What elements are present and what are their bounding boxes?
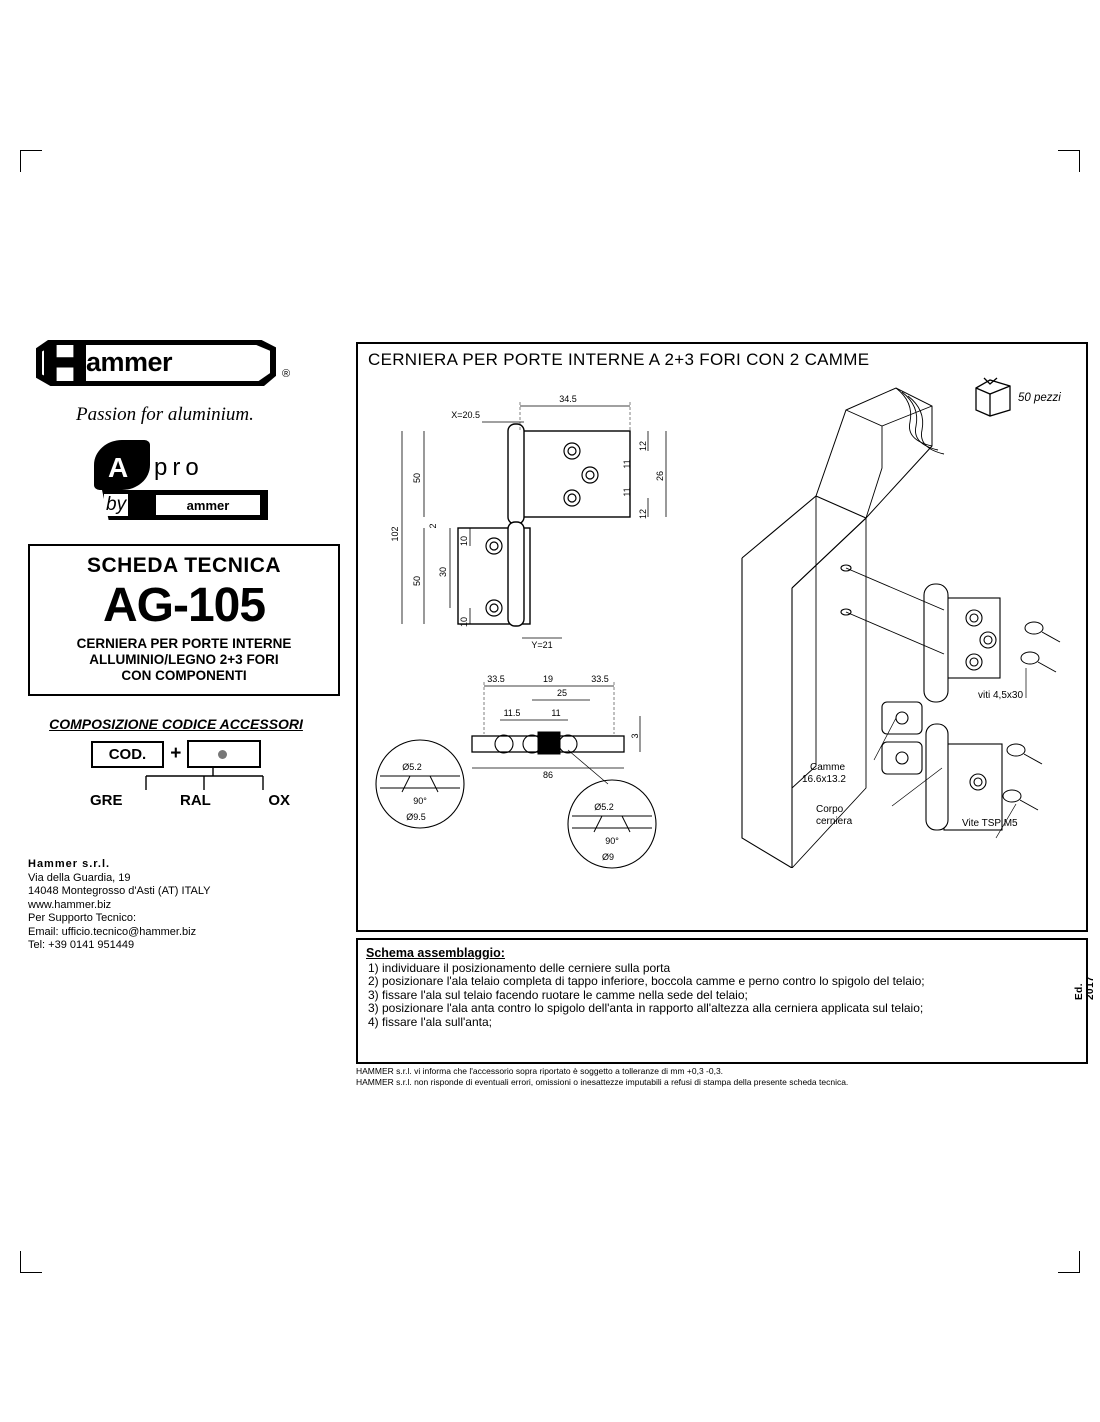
finish-labels — [90, 792, 290, 809]
company-tel: Tel: +39 0141 951449 — [28, 939, 135, 951]
company-address — [28, 858, 328, 953]
apro-by-label: by — [106, 494, 127, 515]
dim-50-b: 50 — [412, 575, 422, 587]
crop-mark-bl-h — [20, 1272, 42, 1273]
dim-19: 19 — [542, 674, 554, 684]
disclaimer — [356, 1066, 1076, 1088]
finish-ral: RAL — [180, 792, 211, 809]
company-street: Via della Guardia, 19 — [28, 871, 131, 884]
callout-cams-dim: 16.6x13.2 — [802, 774, 846, 785]
datasheet-desc-3: CON COMPONENTI — [121, 668, 247, 683]
finish-gre: GRE — [90, 792, 123, 809]
hinge-section-view — [372, 664, 712, 894]
callout-screw-tsp: Vite TSP M5 — [962, 818, 1018, 829]
assembly-steps — [358, 962, 1086, 1029]
finish-connector — [28, 768, 324, 810]
accessories-title: COMPOSIZIONE CODICE ACCESSORI — [49, 716, 303, 732]
apro-letter: A — [108, 452, 129, 483]
apro-mini-logo — [156, 495, 260, 515]
datasheet-box — [28, 544, 340, 696]
assembly-step: 2) posizionare l'ala telaio completa di tappo inferiore, boccola camme e perno contro lo spigolo del telaio; — [368, 974, 925, 989]
assembly-step: 3) fissare l'ala sul telaio facendo ruotare le camme nella sede del telaio; — [368, 987, 748, 1002]
dim-34-5: 34.5 — [559, 394, 577, 404]
dim-86: 86 — [542, 770, 554, 780]
dim-50-a: 50 — [412, 472, 422, 484]
det-right-bot: Ø9 — [601, 852, 615, 862]
left-column — [28, 340, 340, 953]
logo-registered-mark: ® — [282, 368, 291, 380]
crop-mark-br-h — [1058, 1272, 1080, 1273]
datasheet-code: AG-105 — [102, 579, 266, 632]
dim-11: 11 — [551, 708, 561, 718]
dim-26: 26 — [655, 470, 665, 482]
finish-dot-icon — [218, 750, 227, 759]
dim-25: 25 — [556, 688, 568, 698]
dim-11-b: 11 — [622, 487, 632, 497]
dim-102: 102 — [390, 526, 400, 542]
crop-mark-br-v — [1079, 1251, 1080, 1273]
hinge-front-view — [372, 376, 712, 676]
pack-quantity: 50 pezzi — [1018, 392, 1061, 404]
det-left-top: Ø5.2 — [402, 762, 422, 772]
assembly-step: 1) individuare il posizionamento delle cerniere sulla porta — [368, 961, 671, 975]
apro-word: pro — [154, 454, 204, 481]
dim-10-b: 10 — [459, 616, 469, 628]
drawing-title: CERNIERA PER PORTE INTERNE A 2+3 FORI CON 2 CAMME — [368, 350, 870, 369]
datasheet-desc-2: ALLUMINIO/LEGNO 2+3 FORI — [89, 652, 279, 667]
dim-11-a: 11 — [622, 459, 632, 469]
det-right-ang: 90° — [605, 836, 619, 846]
dim-11-5: 11.5 — [503, 708, 521, 718]
det-left-ang: 90° — [413, 796, 427, 806]
det-left-bot: Ø9.5 — [406, 812, 426, 822]
dim-12-b: 12 — [638, 508, 648, 520]
apro-mini-text: ammer — [186, 497, 230, 513]
dim-30: 30 — [438, 566, 448, 578]
crop-mark-bl-v — [20, 1251, 21, 1273]
dim-33-5-b: 33.5 — [591, 674, 609, 684]
callout-cams: Camme — [810, 762, 846, 773]
det-right-top: Ø5.2 — [594, 802, 614, 812]
callout-screws: viti 4,5x30 — [978, 690, 1024, 701]
assembly-box — [356, 938, 1088, 1064]
crop-mark-tr-v — [1079, 150, 1080, 172]
code-composition-row — [28, 740, 324, 768]
assembly-step: 3) posizionare l'ala anta contro lo spigolo dell'anta in rapporto all'altezza alla cerniera applicata sul telaio; — [368, 1001, 924, 1016]
disclaimer-line-1: HAMMER s.r.l. vi informa che l'accessorio sopra riportato è soggetto a tolleranze di mm +0,3 -0,3. — [356, 1066, 724, 1076]
dim-2: 2 — [428, 523, 438, 529]
ref-code: Ed. 2017 — [1074, 975, 1096, 1000]
datasheet-desc-1: CERNIERA PER PORTE INTERNE — [76, 636, 292, 651]
company-city: 14048 Montegrosso d'Asti (AT) ITALY — [28, 885, 211, 897]
company-support-label: Per Supporto Tecnico: — [28, 912, 137, 924]
crop-mark-tl-h — [20, 150, 42, 151]
logo-wordmark: ammer — [86, 347, 173, 377]
assembly-step: 4) fissare l'ala sull'anta; — [368, 1014, 492, 1029]
callout-body-1: Corpo — [816, 804, 844, 815]
apro-logo — [94, 440, 272, 522]
hammer-logo — [36, 340, 294, 400]
dim-12-a: 12 — [638, 440, 648, 452]
dim-10-a: 10 — [459, 535, 469, 547]
code-box: COD. — [91, 741, 165, 768]
finish-box — [187, 740, 261, 768]
dim-x: X=20.5 — [451, 410, 480, 420]
datasheet-label: SCHEDA TECNICA — [86, 554, 282, 577]
disclaimer-line-2: HAMMER s.r.l. non risponde di eventuali errori, omissioni o inesattezze imputabili a refusi di stampa della presente scheda tecnica. — [356, 1077, 849, 1087]
exploded-assembly-view — [696, 368, 1082, 868]
crop-mark-tr-h — [1058, 150, 1080, 151]
callout-body-2: cerniera — [816, 816, 853, 827]
dim-3: 3 — [630, 733, 640, 739]
crop-mark-tl-v — [20, 150, 21, 172]
drawing-frame — [356, 342, 1088, 932]
dim-33-5-a: 33.5 — [487, 674, 505, 684]
brand-tagline: Passion for aluminium. — [76, 404, 254, 425]
finish-ox: OX — [268, 792, 290, 809]
company-email[interactable]: Email: ufficio.tecnico@hammer.biz — [28, 925, 197, 938]
company-name: Hammer s.r.l. — [28, 858, 111, 870]
company-web[interactable]: www.hammer.biz — [28, 898, 112, 911]
dim-y: Y=21 — [531, 640, 553, 650]
assembly-title: Schema assemblaggio: — [366, 946, 505, 960]
plus-sign: + — [170, 743, 182, 764]
